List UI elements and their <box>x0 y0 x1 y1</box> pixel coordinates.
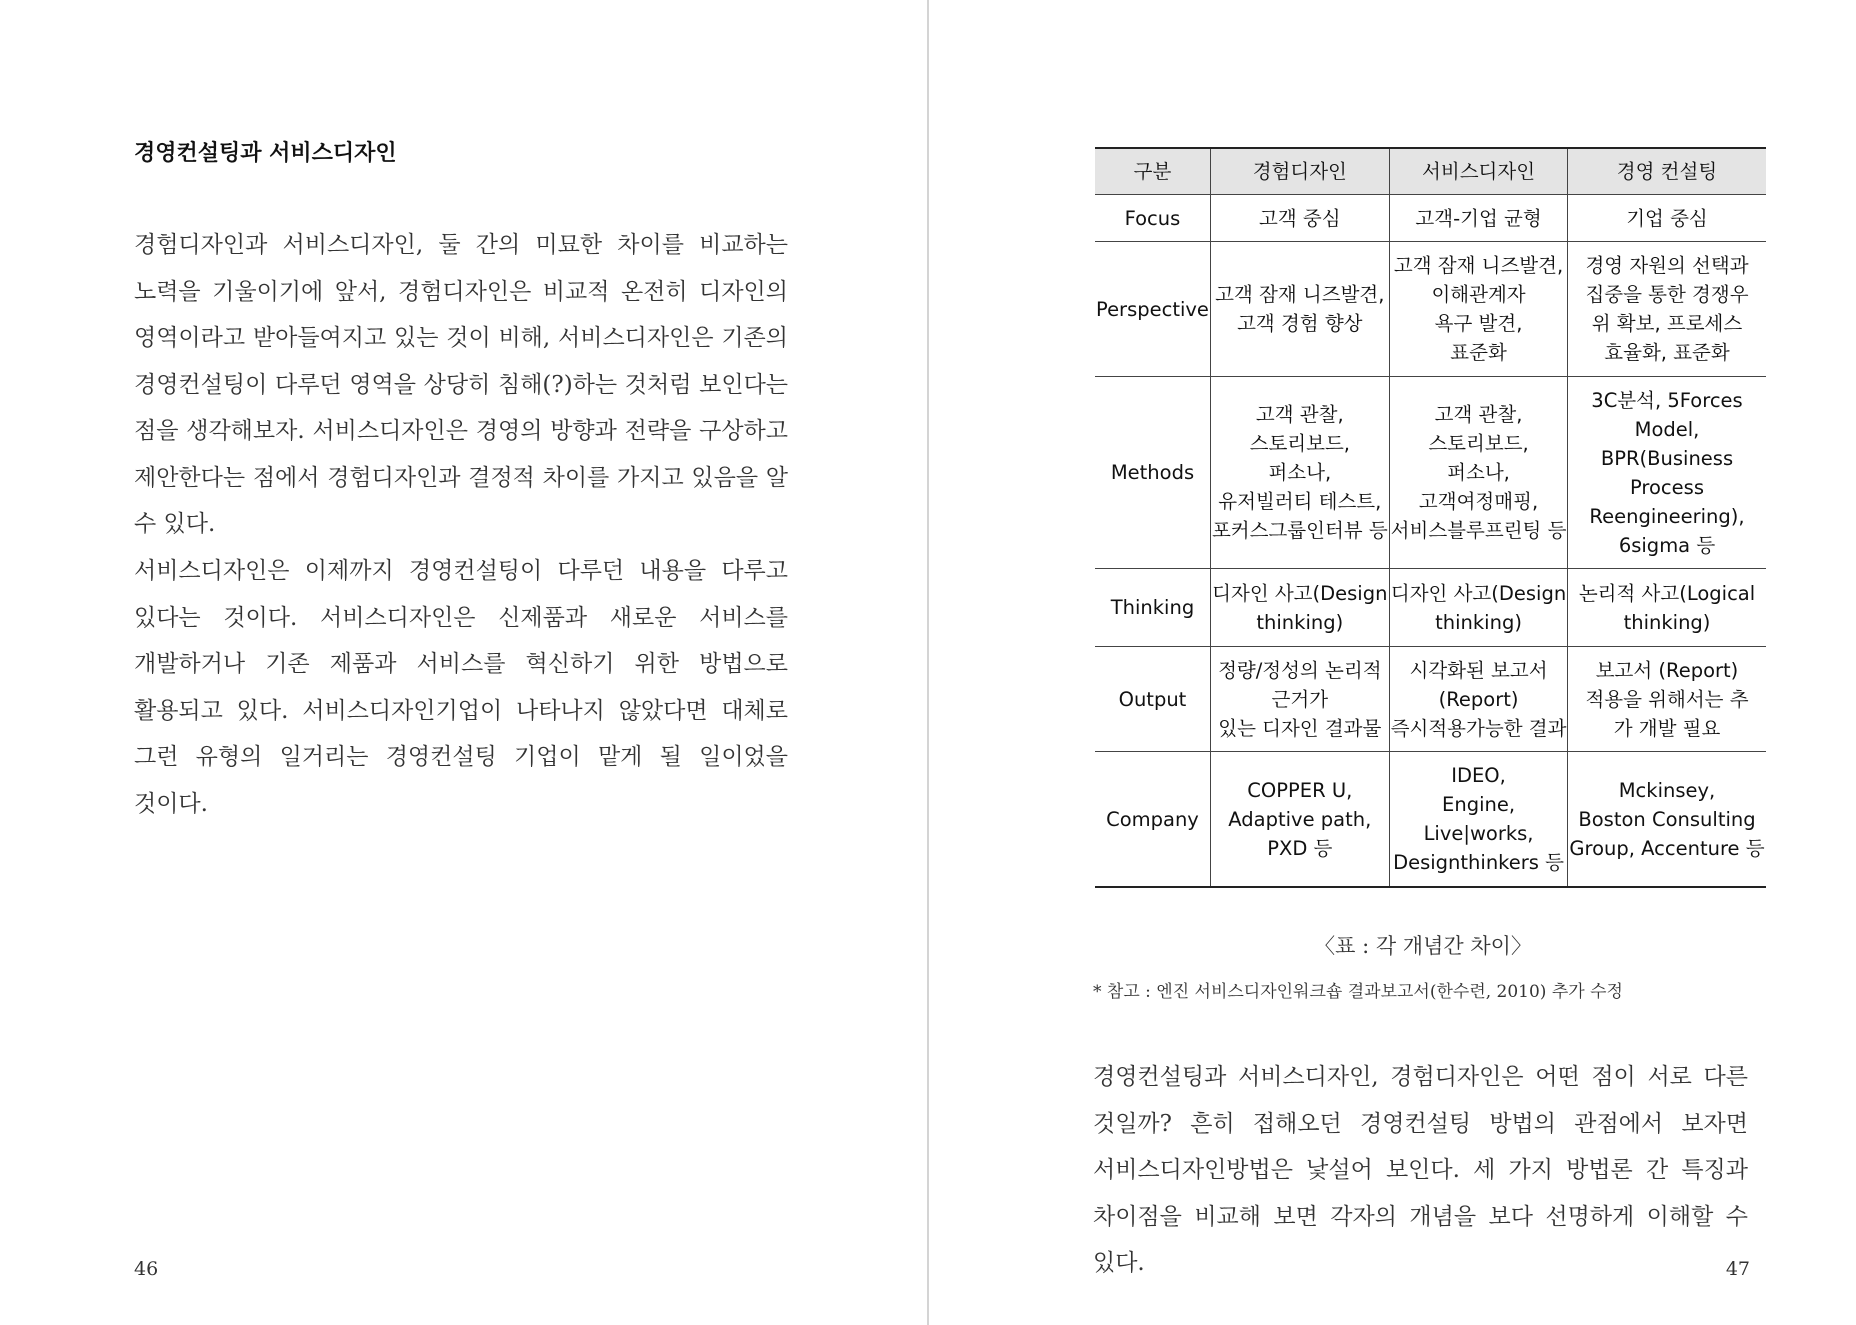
row-label: Output <box>1095 647 1210 752</box>
cell-line: 근거가 <box>1271 687 1329 711</box>
table-cell <box>1568 647 1766 752</box>
header-cell: 구분 <box>1095 148 1210 195</box>
table-cell <box>1568 752 1766 888</box>
cell-line: thinking) <box>1435 610 1522 634</box>
row-label: Company <box>1095 752 1210 888</box>
table-cell <box>1210 195 1389 242</box>
cell-line: 논리적 사고(Logical <box>1578 581 1756 605</box>
cell-line: 집중을 통한 경쟁우 <box>1585 283 1749 306</box>
cell-line: 즉시적용가능한 결과 <box>1390 716 1567 740</box>
cell-line: 경영 자원의 선택과 <box>1585 254 1749 277</box>
cell-line: 퍼소나, <box>1447 461 1510 484</box>
cell-line: Group, Accenture 등 <box>1569 836 1765 860</box>
cell-line: 고객 관찰, <box>1434 403 1523 426</box>
table-row <box>1095 647 1766 752</box>
table-cell <box>1389 569 1568 647</box>
table-cell <box>1568 569 1766 647</box>
cell-line: (Report) <box>1438 687 1519 711</box>
cell-line: 서비스블루프린팅 등 <box>1390 519 1567 542</box>
table-row <box>1095 377 1766 569</box>
table-row <box>1095 195 1766 242</box>
cell-line: 시각화된 보고서 <box>1409 658 1548 682</box>
cell-line: Mckinsey, <box>1618 778 1716 802</box>
table-cell <box>1389 242 1568 377</box>
cell-line: 가 개발 필요 <box>1613 716 1721 740</box>
cell-line: PXD 등 <box>1267 836 1333 860</box>
table-row <box>1095 752 1766 888</box>
table-cell <box>1210 377 1389 569</box>
row-label: Perspective <box>1095 242 1210 377</box>
cell-line: 6sigma 등 <box>1618 533 1716 557</box>
header-cell: 경험디자인 <box>1210 148 1389 195</box>
cell-line: 디자인 사고(Design <box>1212 581 1388 605</box>
table-cell <box>1389 647 1568 752</box>
cell-line: 퍼소나, <box>1268 461 1332 484</box>
cell-line: Designthinkers 등 <box>1393 851 1564 874</box>
table-cell <box>1568 242 1766 377</box>
cell-line: Boston Consulting <box>1578 807 1756 831</box>
cell-line: 디자인 사고(Design <box>1390 581 1567 605</box>
table-cell <box>1210 752 1389 888</box>
cell-line: Process <box>1630 475 1704 499</box>
page-number-left: 46 <box>134 1258 159 1280</box>
cell-line: thinking) <box>1256 610 1344 634</box>
cell-line: Reengineering), <box>1589 504 1745 528</box>
section-title: 경영컨설팅과 서비스디자인 <box>134 140 397 166</box>
reference-note: * 참고 : 엔진 서비스디자인워크숍 결과보고서(한수련, 2010) 추가 수정 <box>1093 982 1623 1002</box>
cell-line: 고객여정매핑, <box>1418 490 1539 513</box>
row-label: Thinking <box>1095 569 1210 647</box>
cell-line: 적용을 위해서는 추 <box>1585 687 1749 711</box>
table-cell <box>1389 377 1568 569</box>
cell-line: thinking) <box>1623 610 1711 634</box>
cell-line: COPPER U, <box>1247 778 1353 802</box>
table-row <box>1095 569 1766 647</box>
cell-line: IDEO, <box>1451 764 1506 787</box>
cell-line: 효율화, 표준화 <box>1604 341 1730 364</box>
table-header-row <box>1095 148 1766 195</box>
cell-line: BPR(Business <box>1600 446 1734 470</box>
cell-line: 보고서 (Report) <box>1595 658 1739 682</box>
cell-line: 위 확보, 프로세스 <box>1591 312 1743 335</box>
row-label: Focus <box>1095 195 1210 242</box>
row-label: Methods <box>1095 377 1210 569</box>
right-page <box>929 0 1856 1325</box>
cell-line: 고객 중심 <box>1259 206 1341 230</box>
cell-line: 스토리보드, <box>1249 432 1350 455</box>
table-cell <box>1210 569 1389 647</box>
table-cell <box>1210 647 1389 752</box>
table-cell <box>1389 195 1568 242</box>
cell-line: 고객-기업 균형 <box>1415 206 1542 230</box>
cell-line: 표준화 <box>1450 341 1507 364</box>
table-cell <box>1568 195 1766 242</box>
cell-line: 기업 중심 <box>1626 206 1708 230</box>
cell-line: Adaptive path, <box>1228 807 1372 831</box>
left-page <box>0 0 927 1325</box>
body-paragraph-3: 경영컨설팅과 서비스디자인, 경험디자인은 어떤 점이 서로 다른 것일까? 흔히 접해오던 경영컨설팅 방법의 관점에서 보자면 서비스디자인방법은 낯설어 보인다. 세 가지 방법론 간 특징과 차이점을 비교해 보면 각자의 개념을 보다 선명하게 이해할 수 있다. <box>1093 1064 1748 1276</box>
cell-line: 고객 관찰, <box>1255 403 1344 426</box>
table-row <box>1095 242 1766 377</box>
body-paragraph-1: 경험디자인과 서비스디자인, 둘 간의 미묘한 차이를 비교하는 노력을 기울이기에 앞서, 경험디자인은 비교적 온전히 디자인의 영역이라고 받아들여지고 있는 것이 비해, 서비스디자인은 기존의 경영컨설팅이 다루던 영역을 상당히 침해(?)하는 것처럼 보인다는 점을 생각해보자. 서비스디자인은 경영의 방향과 전략을 구상하고 제안한다는 점에서 경험디자인과 결정적 차이를 가지고 있음을 알 수 있다. <box>134 232 788 537</box>
cell-line: 있는 디자인 결과물 <box>1218 716 1382 740</box>
table-caption: 〈표 : 각 개념간 차이〉 <box>1314 934 1532 958</box>
comparison-table <box>1095 147 1766 888</box>
cell-line: Engine, <box>1442 793 1516 816</box>
cell-line: 포커스그룹인터뷰 등 <box>1211 519 1388 542</box>
cell-line: 이해관계자 <box>1431 283 1526 306</box>
header-cell: 서비스디자인 <box>1389 148 1568 195</box>
body-paragraph-2: 서비스디자인은 이제까지 경영컨설팅이 다루던 내용을 다루고 있다는 것이다. 서비스디자인은 신제품과 새로운 서비스를 개발하거나 기존 제품과 서비스를 혁신하기 위한 방법으로 활용되고 있다. 서비스디자인기업이 나타나지 않았다면 대체로 그런 유형의 일거리는 경영컨설팅 기업이 맡게 될 일이었을 것이다. <box>134 558 788 817</box>
cell-line: 3C분석, 5Forces <box>1591 388 1743 412</box>
page-number-right: 47 <box>1725 1258 1750 1280</box>
cell-line: 고객 잠재 니즈발견, <box>1215 283 1385 306</box>
table-cell <box>1568 377 1766 569</box>
cell-line: Live|works, <box>1423 822 1534 845</box>
cell-line: 고객 잠재 니즈발견, <box>1393 254 1564 277</box>
cell-line: 정량/정성의 논리적 <box>1218 658 1382 682</box>
cell-line: 유저빌러티 테스트, <box>1218 490 1382 513</box>
cell-line: 욕구 발견, <box>1434 312 1523 335</box>
cell-line: Model, <box>1634 417 1700 441</box>
table-cell <box>1389 752 1568 888</box>
table-cell <box>1210 242 1389 377</box>
cell-line: 스토리보드, <box>1428 432 1529 455</box>
header-cell: 경영 컨설팅 <box>1568 148 1766 195</box>
cell-line: 고객 경험 향상 <box>1237 312 1363 335</box>
